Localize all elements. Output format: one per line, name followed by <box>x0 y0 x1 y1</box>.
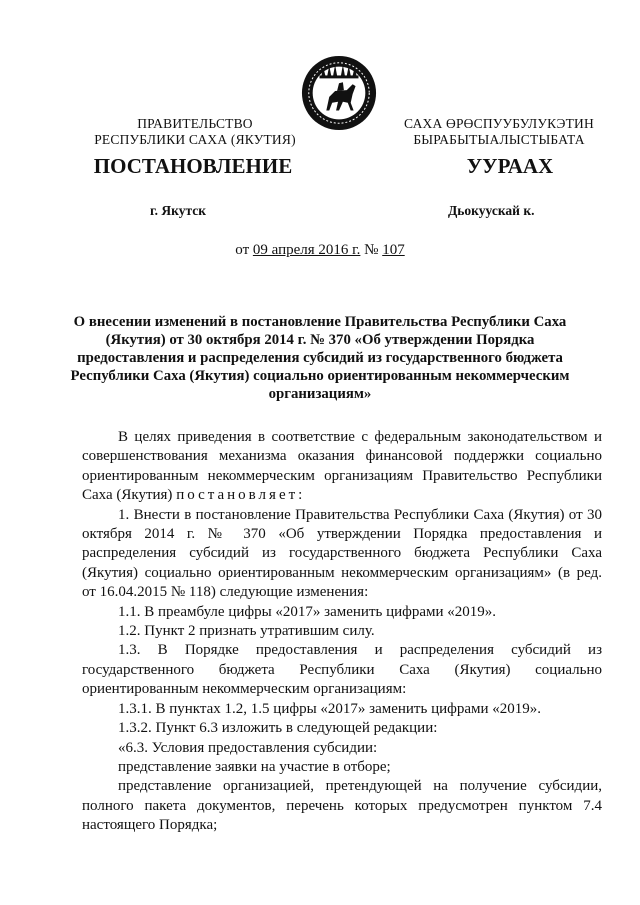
body-paragraph-1-2: 1.2. Пункт 2 признать утратившим силу. <box>118 623 375 640</box>
government-name-ru <box>80 116 310 148</box>
body-paragraph-6-3: «6.3. Условия предоставления субсидии: <box>118 739 378 756</box>
body-paragraph-1-1: 1.1. В преамбуле цифры «2017» заменить цифрами «2019». <box>118 603 497 620</box>
body-intro <box>82 428 602 506</box>
document-type-sakha: УУРААХ <box>466 154 554 178</box>
decree-date: 09 апреля 2016 г. <box>252 242 361 258</box>
city-sakha: Дьокуускай к. <box>448 203 535 218</box>
body-resolves: постановляет: <box>176 487 306 504</box>
decree-date-prefix: от <box>235 242 250 258</box>
body-paragraph-1-3-2: 1.3.2. Пункт 6.3 изложить в следующей редакции: <box>118 720 438 737</box>
decree-number: 107 <box>382 242 405 258</box>
government-name-ru-line1: ПРАВИТЕЛЬСТВО <box>137 116 253 131</box>
decree-body <box>82 428 602 836</box>
city-ru: г. Якутск <box>150 203 207 218</box>
government-name-ru-line2: РЕСПУБЛИКИ САХА (ЯКУТИЯ) <box>94 132 296 147</box>
body-condition-1: представление заявки на участие в отборе; <box>118 758 391 775</box>
decree-date-number <box>0 242 640 259</box>
decree-subject: О внесении изменений в постановление Правительства Республики Саха (Якутия) от 30 октября 2014 г. № 370 «Об утверждении Порядка предоставления и распределения субсидий из государственного бюджета Республики Саха (Якутия) социально ориентированным некоммерческим организациям» <box>70 314 570 402</box>
government-name-sakha-line1: САХА ӨРӨСПУУБУЛУКЭТИН <box>404 116 594 131</box>
body-condition-2: представление организацией, претендующей на получение субсидии, полного пакета документов, перечень которых предусмотрен пунктом 7.4 настоящего Порядка; <box>82 778 602 834</box>
body-paragraph-1-3-1: 1.3.1. В пунктах 1.2, 1.5 цифры «2017» заменить цифрами «2019». <box>118 700 542 717</box>
body-paragraph-1-3: 1.3. В Порядке предоставления и распределения субсидий из государственного бюджета Республики Саха (Якутия) социально ориентированным некоммерческим организациям: <box>82 642 602 698</box>
body-paragraph-1: 1. Внести в постановление Правительства Республики Саха (Якутия) от 30 октября 2014 г. № 370 «Об утверждении Порядка предоставления и распределения субсидий из государственного бюджета Республики Саха (Якутия) социально ориентированным некоммерческим организациям» (в ред. от 16.04.2015 № 118) следующие изменения: <box>82 506 602 601</box>
decree-number-sign: № <box>364 242 379 258</box>
document-type-ru: ПОСТАНОВЛЕНИЕ <box>93 154 293 178</box>
government-name-sakha <box>388 116 610 148</box>
body-intro-text: В целях приведения в соответствие с федеральным законодательством и совершенствования механизма оказания финансовой поддержки социально ориентированным некоммерческим организациям Правительство Республики Саха (Якутия) <box>82 429 602 504</box>
republic-sakha-emblem-icon <box>300 54 378 132</box>
government-name-sakha-line2: БЫРАБЫТЫАЛЫСТЫБАТА <box>413 132 585 147</box>
